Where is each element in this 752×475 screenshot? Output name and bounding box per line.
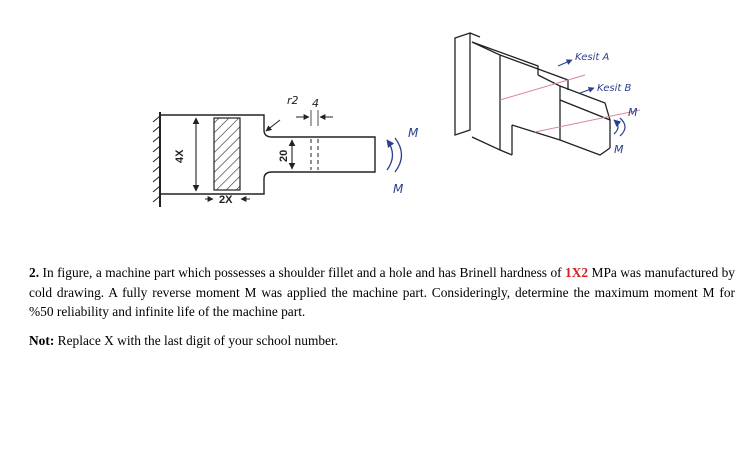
shaft-drawing [153,110,375,207]
problem-text-b: MPa was manufactured by cold drawing. A fully reverse moment M was applied the machine part. Consideringly, determine the maximum moment M for %50 reliability and infinite life of the machine part. [29,265,735,319]
label-20: 20 [278,149,290,162]
note-label: Not: [29,333,55,348]
note-line [29,333,338,349]
label-moment-left-bottom: M [393,182,404,196]
hardness-value: 1X2 [565,265,589,280]
label-moment-left-top: M [408,126,419,140]
label-moment-right-top: M [628,106,638,119]
moment-arrow-left [387,138,402,172]
note-text: Replace X with the last digit of your school number. [57,333,339,348]
label-2x: 2X [219,194,233,206]
label-moment-right-bottom: M [614,143,624,156]
label-kesit-b: Kesit B [597,83,632,94]
label-radius: r2 [287,94,299,107]
label-kesit-a: Kesit A [575,52,610,63]
problem-number: 2. [29,265,40,280]
moment-arrow-right [614,118,625,136]
label-hole: 4 [312,97,319,110]
label-4x: 4X [174,149,186,163]
section-pointers [558,60,594,93]
problem-statement [29,263,735,322]
problem-text-a: In figure, a machine part which possesses a shoulder fillet and a hole and has Brinell hardness of [42,265,562,280]
